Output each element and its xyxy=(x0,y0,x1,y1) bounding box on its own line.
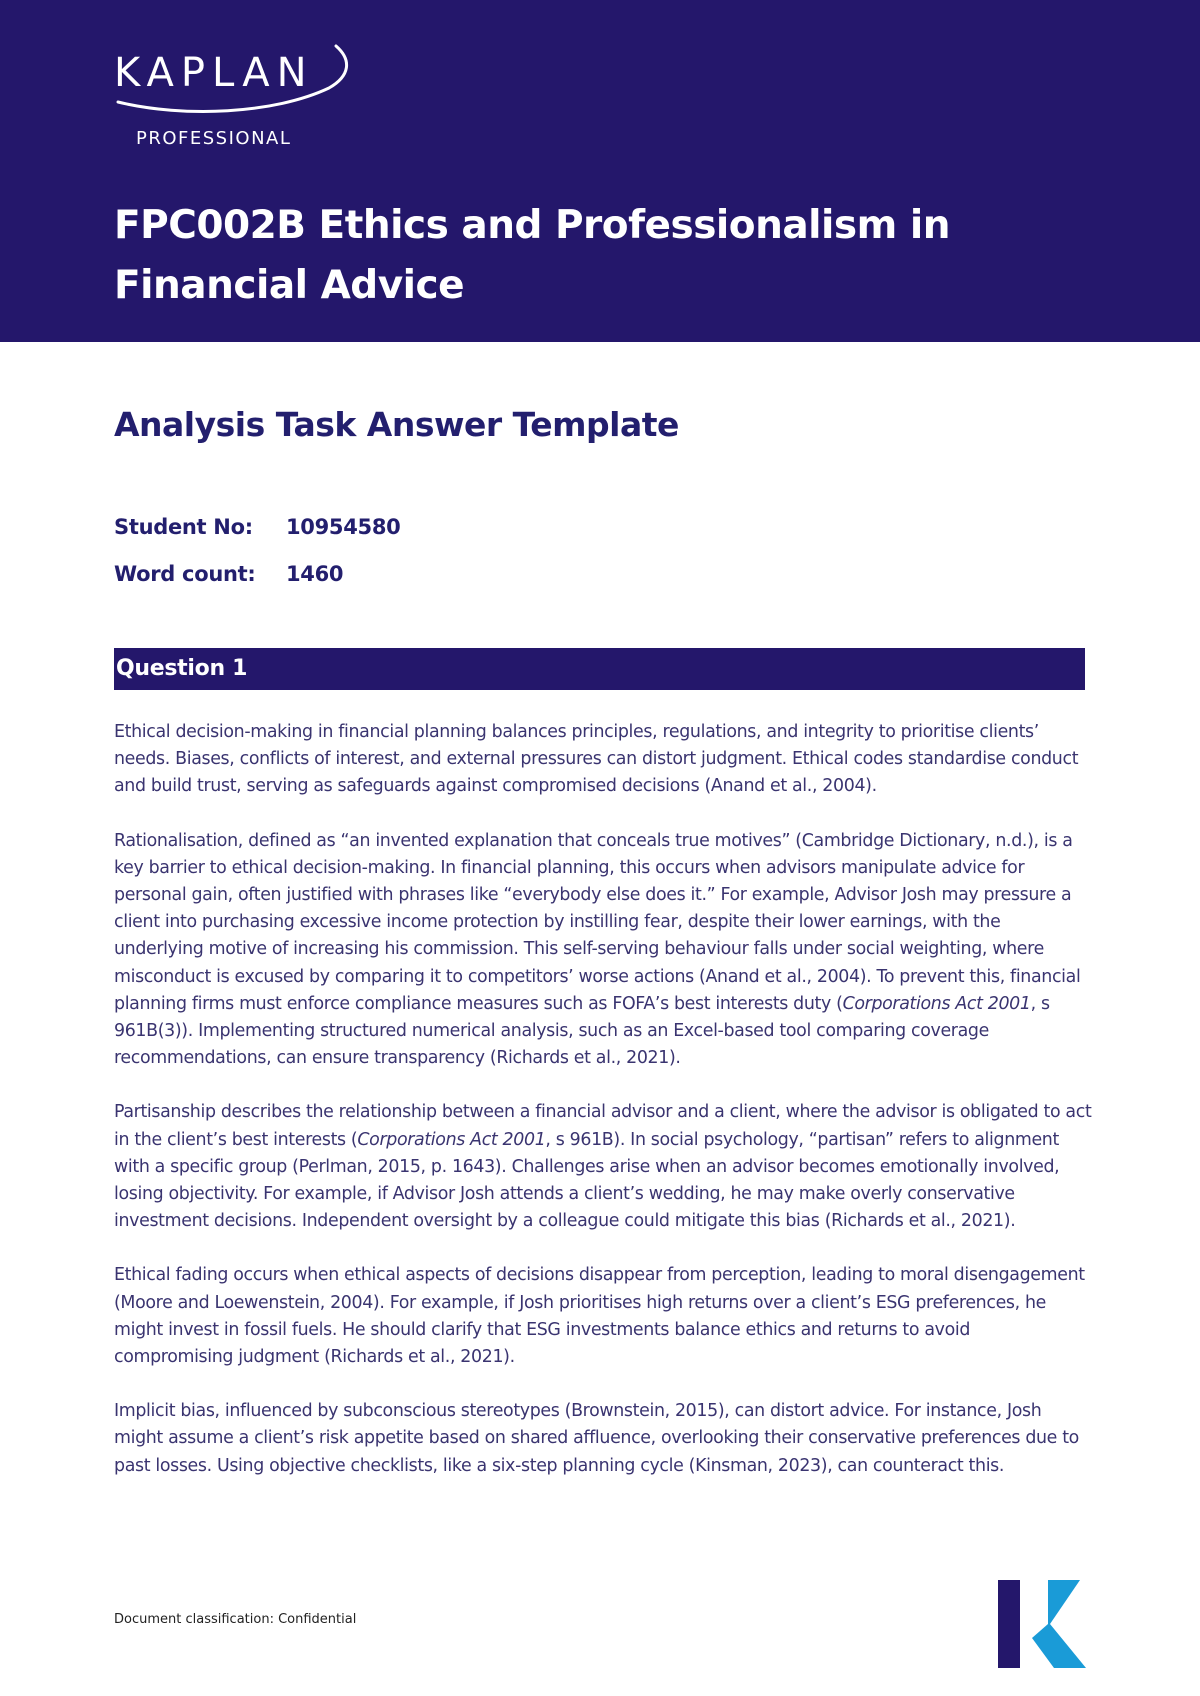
paragraph-text: , s 961B(3)). Implementing structured numerical analysis, such as an Excel-based tool comparing coverage recommendations, can ensure transparency (Richards et al., 2021). xyxy=(114,993,1050,1069)
header-banner xyxy=(0,0,1200,342)
student-no-value: 10954580 xyxy=(286,515,401,539)
logo-subtitle: PROFESSIONAL xyxy=(136,128,292,149)
paragraph-text: Implicit bias, influenced by subconscious stereotypes (Brownstein, 2015), can distort advice. For instance, Josh might assume a client’s risk appetite based on shared affluence, overlooking their conservative preferences due to past losses. Using objective checklists, like a six-step planning cycle (Kinsman, 2023), can counteract this. xyxy=(114,1401,1079,1476)
logo-wordmark: KAPLAN xyxy=(114,50,314,96)
student-no-label: Student No: xyxy=(114,515,253,539)
document-title: FPC002B Ethics and Professionalism in Financial Advice xyxy=(114,203,950,308)
paragraph-text: , s 961B). In social psychology, “partisan” refers to alignment with a specific group (Perlman, 2015, p. 1643). Challenges arise when an advisor becomes emotionally involved, losing objectivity. For example, if Advisor Josh attends a client’s wedding, he may make overly conservative investment decisions. Independent oversight by a colleague could mitigate this bias (Richards et al., 2021). xyxy=(114,1129,1060,1232)
kaplan-k-icon xyxy=(998,1580,1088,1668)
paragraph-text: Ethical decision-making in financial planning balances principles, regulations, and integrity to prioritise clients’ needs. Biases, conflicts of interest, and external pressures can distort judgment. Ethical codes standardise conduct and build trust, serving as safeguards against compromised decisions (Anand et al., 2004). xyxy=(114,722,1079,797)
answer-paragraph xyxy=(114,719,1094,801)
paragraph-text: Ethical fading occurs when ethical aspects of decisions disappear from perception, leading to moral disengagement (Moore and Loewenstein, 2004). For example, if Josh prioritises high returns over a client’s ESG preferences, he might invest in fossil fuels. He should clarify that ESG investments balance ethics and returns to avoid compromising judgment (Richards et al., 2021). xyxy=(114,1265,1085,1368)
answer-body xyxy=(114,719,1094,1507)
word-count-label: Word count: xyxy=(114,562,256,586)
paragraph-text: Rationalisation, defined as “an invented explanation that conceals true motives” (Cambridge Dictionary, n.d.), is a key barrier to ethical decision-making. In financial planning, this occurs when advisors manipulate advice for personal gain, often justified with phrases like “everybody else does it.” For example, Advisor Josh may pressure a client into purchasing excessive income protection by instilling fear, despite their lower earnings, with the underlying motive of increasing his commission. This self-serving behaviour falls under social weighting, where misconduct is excused by comparing it to competitors’ worse actions (Anand et al., 2004). To prevent this, financial planning firms must enforce compliance measures such as FOFA’s best interests duty ( xyxy=(114,830,1081,1014)
document-classification: Document classification: Confidential xyxy=(114,1612,357,1627)
word-count-value: 1460 xyxy=(286,562,344,586)
legislation-citation: Corporations Act 2001 xyxy=(842,993,1031,1014)
question-heading: Question 1 xyxy=(114,648,1085,690)
kaplan-logo xyxy=(114,40,344,155)
answer-paragraph xyxy=(114,1398,1094,1480)
legislation-citation: Corporations Act 2001 xyxy=(357,1129,546,1150)
paragraph-text: Partisanship describes the relationship between a financial advisor and a client, where the advisor is obligated to act in the client’s best interests ( xyxy=(114,1102,1092,1150)
page-subtitle: Analysis Task Answer Template xyxy=(114,405,679,444)
answer-paragraph xyxy=(114,1099,1094,1235)
answer-paragraph xyxy=(114,828,1094,1073)
answer-paragraph xyxy=(114,1262,1094,1371)
